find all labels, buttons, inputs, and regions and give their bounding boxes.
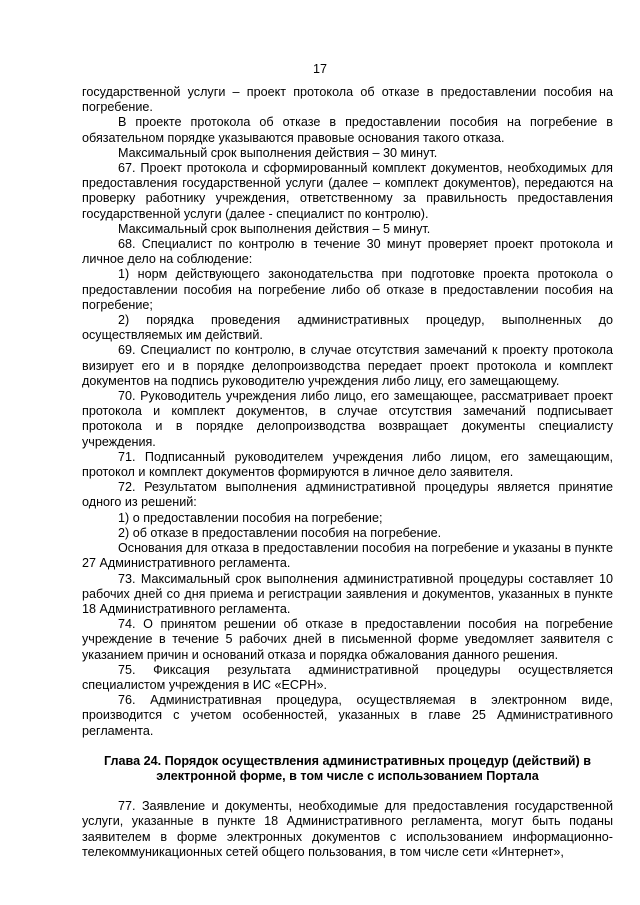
paragraph: 1) норм действующего законодательства при подготовке проекта протокола о предоставлении пособия на погребение либо об отказе в предоставлении пособия на погребение; [82,267,613,312]
paragraph: государственной услуги – проект протокола об отказе в предоставлении пособия на погребение. [82,85,613,115]
paragraph: 2) об отказе в предоставлении пособия на погребение. [118,525,442,540]
paragraph: 76. Административная процедура, осуществляемая в электронном виде, производится с учетом особенностей, указанных в главе 25 Административного регламента. [82,693,613,738]
document-body [82,85,613,860]
paragraph: 77. Заявление и документы, необходимые для предоставления государственной услуги, указанные в пункте 18 Административного регламента, могут быть поданы заявителем в форме электронных документов с использованием информационно-телекоммуникационных сетей общего пользования, в том числе сети «Интернет», [82,799,613,859]
paragraph: Максимальный срок выполнения действия – 30 минут. [118,145,438,160]
paragraph: 70. Руководитель учреждения либо лицо, его замещающее, рассматривает проект протокола и комплект документов, в случае отсутствия замечаний подписывает протокола и в порядке делопроизводства возвращает документы специалисту учреждения. [82,389,613,449]
page-number: 17 [312,62,327,76]
paragraph: В проекте протокола об отказе в предоставлении пособия на погребение в обязательном порядке указываются правовые основания такого отказа. [82,115,613,145]
paragraph: 75. Фиксация результата административной процедуры осуществляется специалистом учреждения в ИС «ЕСРН». [82,662,613,692]
paragraph: 72. Результатом выполнения административной процедуры является принятие одного из решений: [82,480,613,510]
paragraph: 67. Проект протокола и сформированный комплект документов, необходимых для предоставления государственной услуги (далее – комплект документов), передаются на проверку работнику учреждения, ответственному за правильность предоставления государственной услуги (далее - специалист по контролю). [82,161,613,221]
paragraph: 2) порядка проведения административных процедур, выполненных до осуществляемых им действий. [82,313,613,343]
paragraph: Максимальный срок выполнения действия – 5 минут. [118,221,431,236]
paragraph: 68. Специалист по контролю в течение 30 минут проверяет проект протокола и личное дело на соблюдение: [82,237,613,267]
spacer [82,784,613,799]
paragraph: 69. Специалист по контролю, в случае отсутствия замечаний к проекту протокола визирует его и в порядке делопроизводства передает проект протокола и комплект документов на подпись руководителю учреждения либо лицу, его замещающему. [82,343,613,388]
paragraph: 1) о предоставлении пособия на погребение; [118,510,383,525]
spacer [82,739,613,754]
paragraph: 71. Подписанный руководителем учреждения либо лицом, его замещающим, протокол и комплект документов формируются в личное дело заявителя. [82,449,613,480]
paragraph: Основания для отказа в предоставлении пособия на погребение и указаны в пункте 27 Административного регламента. [82,541,613,571]
paragraph: 74. О принятом решении об отказе в предоставлении пособия на погребение учреждение в течение 5 рабочих дней в письменной форме уведомляет заявителя с указанием причин и оснований отказа и порядка обжалования данного решения. [82,617,613,662]
chapter-heading: Глава 24. Порядок осуществления административных процедур (действий) в электронной форме, в том числе с использованием Портала [104,753,591,783]
paragraph: 73. Максимальный срок выполнения административной процедуры составляет 10 рабочих дней со дня приема и регистрации заявления и документов, указанных в пункте 18 Административного регламента. [82,571,613,616]
